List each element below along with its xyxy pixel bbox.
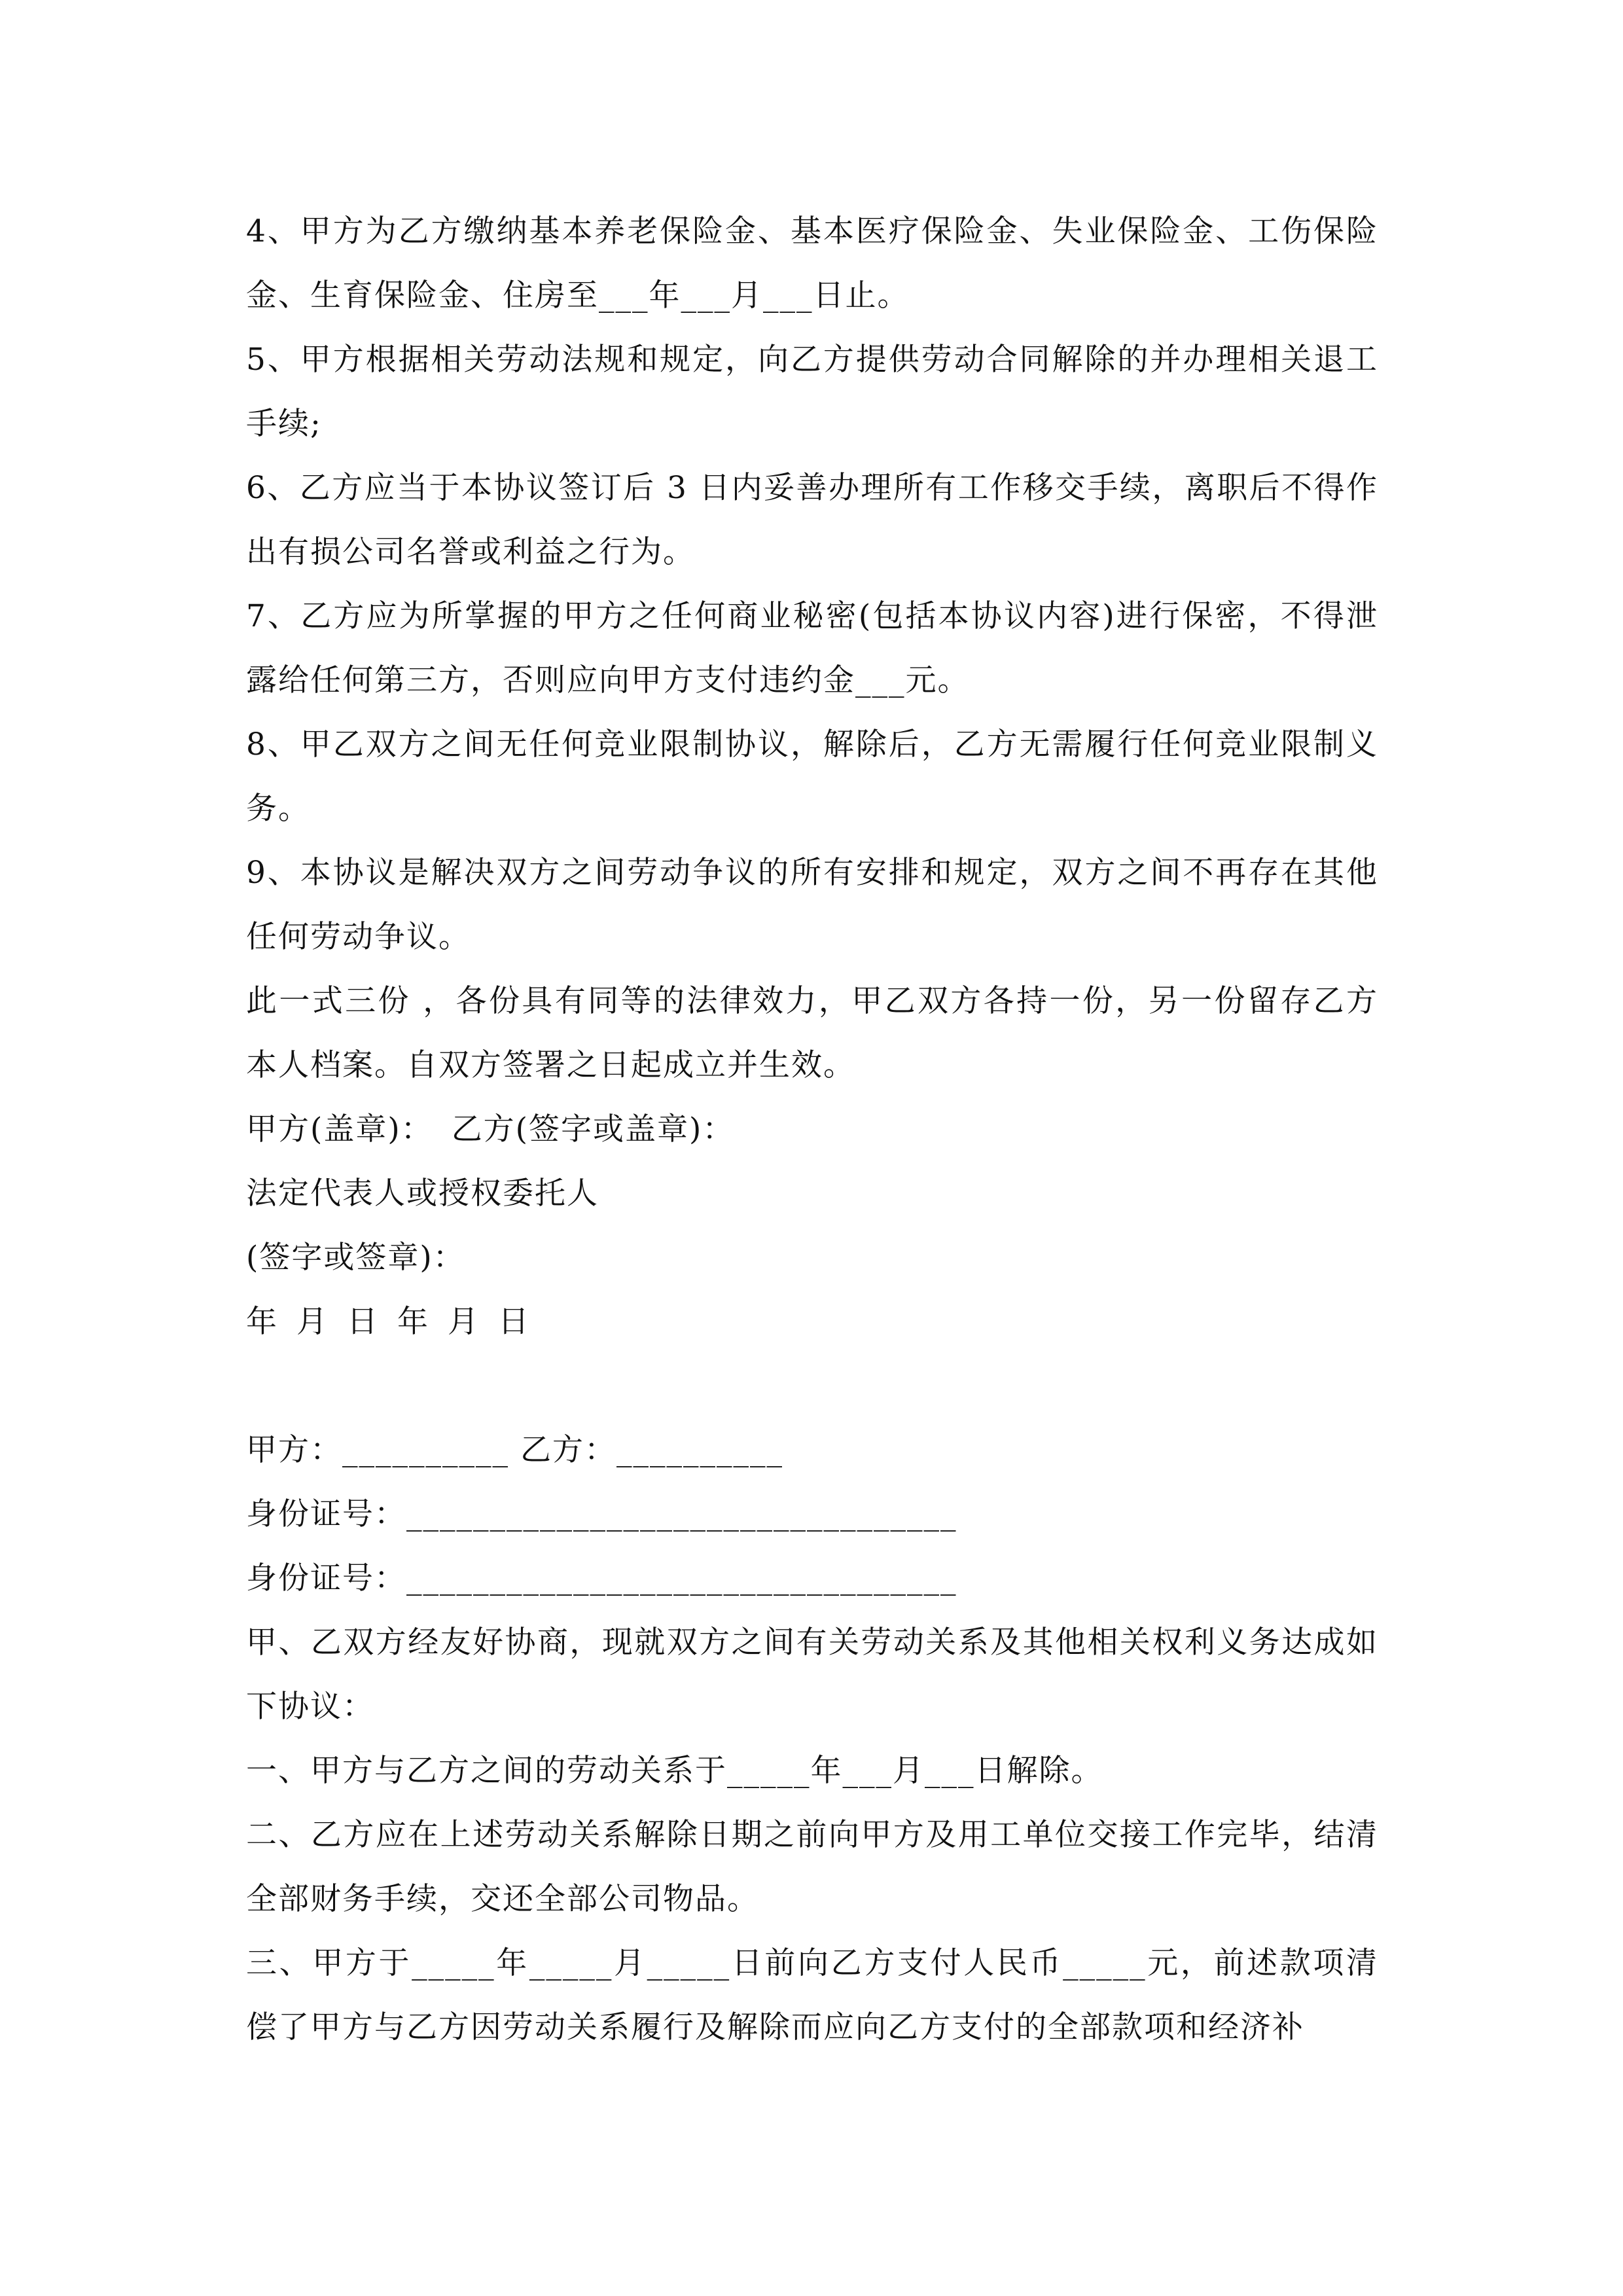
date-year-b: 年 (397, 1304, 429, 1340)
agreement-intro: 甲、乙双方经友好协商，现就双方之间有关劳动关系及其他相关权利义务达成如下协议： (246, 1624, 1378, 1725)
date-day-b: 日 (498, 1304, 530, 1340)
clause-6: 6、乙方应当于本协议签订后 3 日内妥善办理所有工作移交手续，离职后不得作出有损公司名誉或利益之行为。 (246, 470, 1378, 570)
party-name-line: 甲方：__________ 乙方：__________ (246, 1432, 783, 1468)
article-2: 二、乙方应在上述劳动关系解除日期之前向甲方及用工单位交接工作完毕，结清全部财务手续，交还全部公司物品。 (246, 1817, 1378, 1917)
document-body (246, 200, 1378, 2060)
party-a-seal-label: 甲方(盖章)： (246, 1111, 433, 1147)
signature-row (246, 1098, 1378, 1162)
clause-8: 8、甲乙双方之间无任何竞业限制协议，解除后，乙方无需履行任何竞业限制义务。 (246, 726, 1378, 827)
clause-4: 4、甲方为乙方缴纳基本养老保险金、基本医疗保险金、失业保险金、工伤保险金、生育保险金、住房至___年___月___日止。 (246, 213, 1378, 314)
legal-representative-label: 法定代表人或授权委托人 (246, 1175, 599, 1211)
clause-7: 7、乙方应为所掌握的甲方之任何商业秘密(包括本协议内容)进行保密，不得泄露给任何第三方，否则应向甲方支付违约金___元。 (246, 598, 1378, 698)
id-number-line-1: 身份证号：_________________________________ (246, 1496, 957, 1532)
date-row (246, 1290, 1378, 1354)
id-number-line-2: 身份证号：_________________________________ (246, 1560, 957, 1596)
clause-5: 5、甲方根据相关劳动法规和规定，向乙方提供劳动合同解除的并办理相关退工手续; (246, 342, 1378, 442)
clause-9: 9、本协议是解决双方之间劳动争议的所有安排和规定，双方之间不再存在其他任何劳动争议。 (246, 855, 1378, 955)
date-month-a: 月 (296, 1304, 329, 1340)
spacer (246, 1354, 1378, 1418)
date-month-b: 月 (448, 1304, 480, 1340)
date-year-a: 年 (246, 1304, 278, 1340)
article-1: 一、甲方与乙方之间的劳动关系于_____年___月___日解除。 (246, 1753, 1103, 1789)
party-b-sign-label: 乙方(签字或盖章)： (451, 1111, 735, 1147)
date-day-a: 日 (347, 1304, 379, 1340)
sign-or-seal-label: (签字或签章)： (246, 1240, 465, 1276)
article-3: 三、甲方于_____年_____月_____日前向乙方支付人民币_____元，前述款项清偿了甲方与乙方因劳动关系履行及解除而应向乙方支付的全部款项和经济补 (246, 1945, 1378, 2045)
copies-clause: 此一式三份 ，各份具有同等的法律效力，甲乙双方各持一份，另一份留存乙方本人档案。自双方签署之日起成立并生效。 (246, 983, 1378, 1083)
